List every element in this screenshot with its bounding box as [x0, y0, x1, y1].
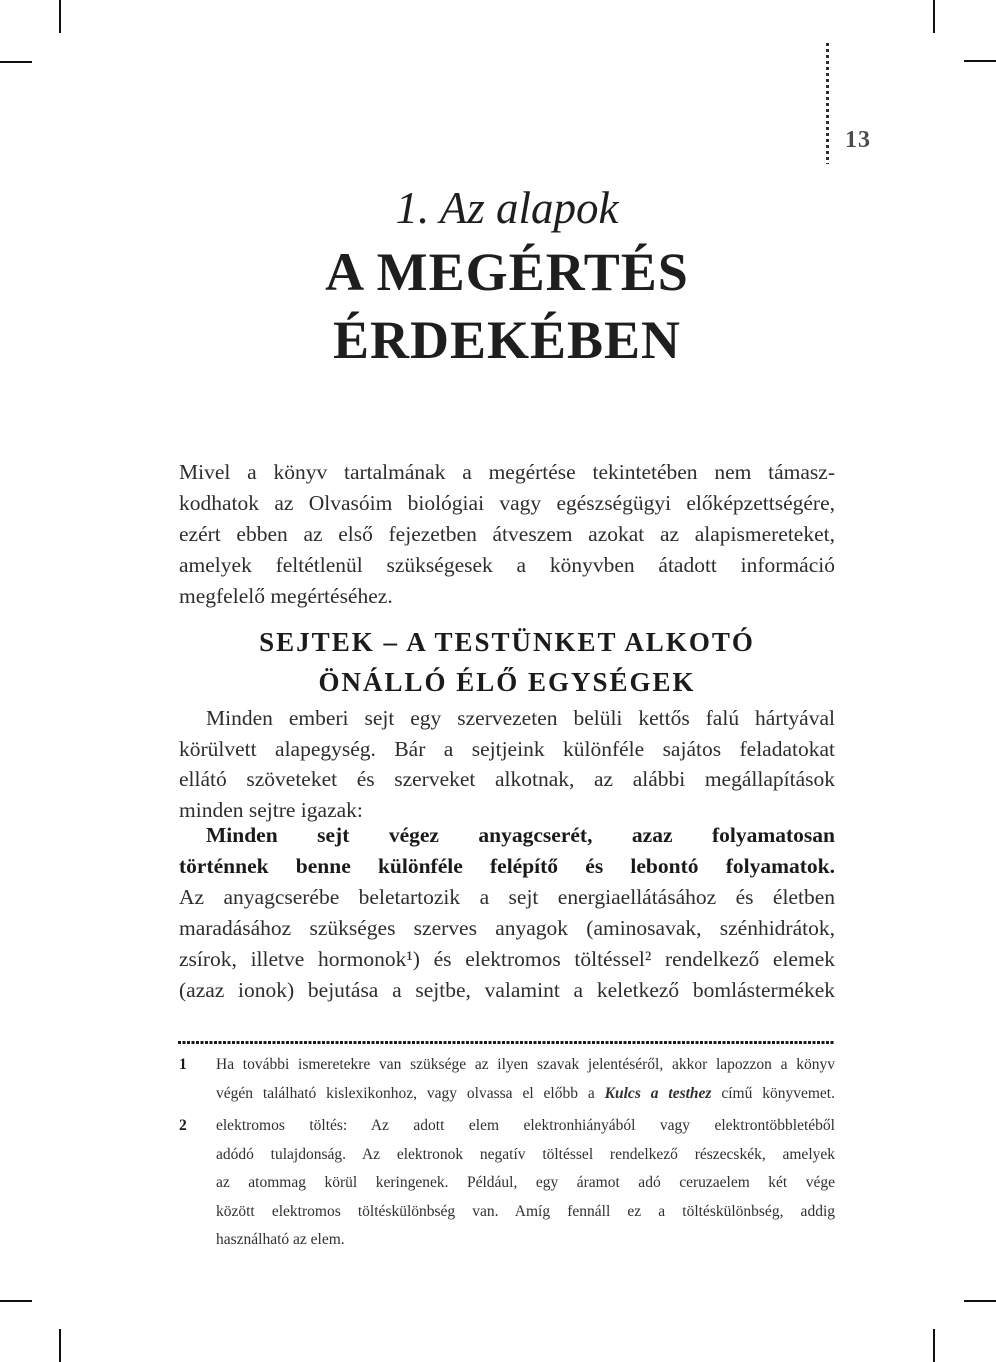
footnote-number: 2 — [179, 1117, 187, 1134]
book-title-reference: Kulcs a testhez — [604, 1084, 712, 1102]
crop-mark-top-right-vertical — [933, 0, 935, 33]
chapter-title-line-1: A MEGÉRTÉS — [325, 242, 689, 302]
text-line: elektromos töltés: Az adott elem elektronhiányából vagy elektrontöbbletéből — [216, 1117, 835, 1134]
footnote-2 — [179, 1112, 835, 1255]
crop-mark-top-right-horizontal — [964, 60, 996, 62]
text-line: ezért ebben az első fejezetben átveszem azokat az alapismereteket, — [179, 522, 835, 546]
crop-mark-top-left-vertical — [59, 0, 61, 33]
crop-mark-top-left-horizontal — [0, 61, 32, 63]
text-line: Minden emberi sejt egy szervezeten belüli kettős falú hártyával — [206, 706, 835, 730]
text-line: használható az elem. — [216, 1231, 345, 1248]
chapter-kicker: 1. Az alapok — [395, 183, 619, 233]
metabolism-paragraph — [179, 820, 835, 1006]
text-line — [216, 1080, 835, 1109]
footnote-text — [216, 1112, 835, 1255]
intro-paragraph — [179, 457, 835, 612]
text-line: között elektromos töltéskülönbség van. Amíg fennáll ez a töltéskülönbség, addig — [216, 1202, 835, 1220]
cells-paragraph — [179, 703, 835, 825]
text-line: körülvett alapegység. Bár a sejtjeink különféle sajátos feladatokat — [179, 736, 835, 761]
text-line: Ha további ismeretekre van szüksége az ilyen szavak jelentéséről, akkor lapozzon a könyv — [216, 1056, 835, 1073]
text-line: minden sejtre igazak: — [179, 797, 363, 822]
text-line: (azaz ionok) bejutása a sejtbe, valamint a keletkező bomlástermékek — [179, 978, 835, 1002]
crop-mark-bottom-right-horizontal — [964, 1300, 996, 1302]
crop-mark-bottom-left-horizontal — [0, 1300, 32, 1302]
text-line: ellátó szöveteket és szerveket alkotnak, az alábbi megállapítások — [179, 767, 835, 791]
footnote-text — [216, 1051, 835, 1108]
footnotes — [179, 1051, 835, 1255]
chapter-header — [179, 180, 835, 372]
text-line-bold: Minden sejt végez anyagcserét, azaz folyamatosan — [206, 823, 835, 847]
text-line: amelyek feltétlenül szükségesek a könyvben átadott információ — [179, 553, 835, 577]
page-number-dotted-rule — [826, 43, 829, 164]
footnote-1 — [179, 1051, 835, 1108]
section-heading-line-1: SEJTEK – A TESTÜNKET ALKOTÓ — [259, 627, 755, 657]
text-line: megfelelő megértéséhez. — [179, 584, 393, 608]
page-number: 13 — [845, 127, 871, 153]
text-line: adódó tulajdonság. Az elektronok negatív töltéssel rendelkező részecskék, amelyek — [216, 1145, 835, 1163]
footnote-number: 1 — [179, 1056, 187, 1073]
section-heading-line-2: ÖNÁLLÓ ÉLŐ EGYSÉGEK — [318, 667, 696, 697]
crop-mark-bottom-right-vertical — [933, 1329, 935, 1362]
crop-mark-bottom-left-vertical — [59, 1329, 61, 1362]
chapter-title-line-2: ÉRDEKÉBEN — [332, 310, 682, 370]
text-line: az atommag körül keringenek. Például, egy áramot adó ceruzaelem két vége — [216, 1174, 835, 1191]
text-line: maradásához szükséges szerves anyagok (aminosavak, szénhidrátok, — [179, 916, 835, 940]
text-line-bold: történnek benne különféle felépítő és lebontó folyamatok. — [179, 854, 835, 878]
text-line: kodhatok az Olvasóim biológiai vagy egészségügyi előképzettségére, — [179, 491, 835, 515]
footnote-text-plain: végén található kislexikonhoz, vagy olvassa el előbb a — [216, 1084, 605, 1102]
text-line: Mivel a könyv tartalmának a megértése tekintetében nem támasz- — [179, 460, 835, 484]
footnote-dotted-rule — [178, 1041, 835, 1044]
footnote-text-plain: című könyvemet. — [711, 1084, 835, 1102]
text-line: Az anyagcserébe beletartozik a sejt energiaellátásához és életben — [179, 885, 835, 909]
section-heading — [179, 622, 835, 702]
text-line: zsírok, illetve hormonok¹) és elektromos töltéssel² rendelkező elemek — [179, 947, 835, 971]
